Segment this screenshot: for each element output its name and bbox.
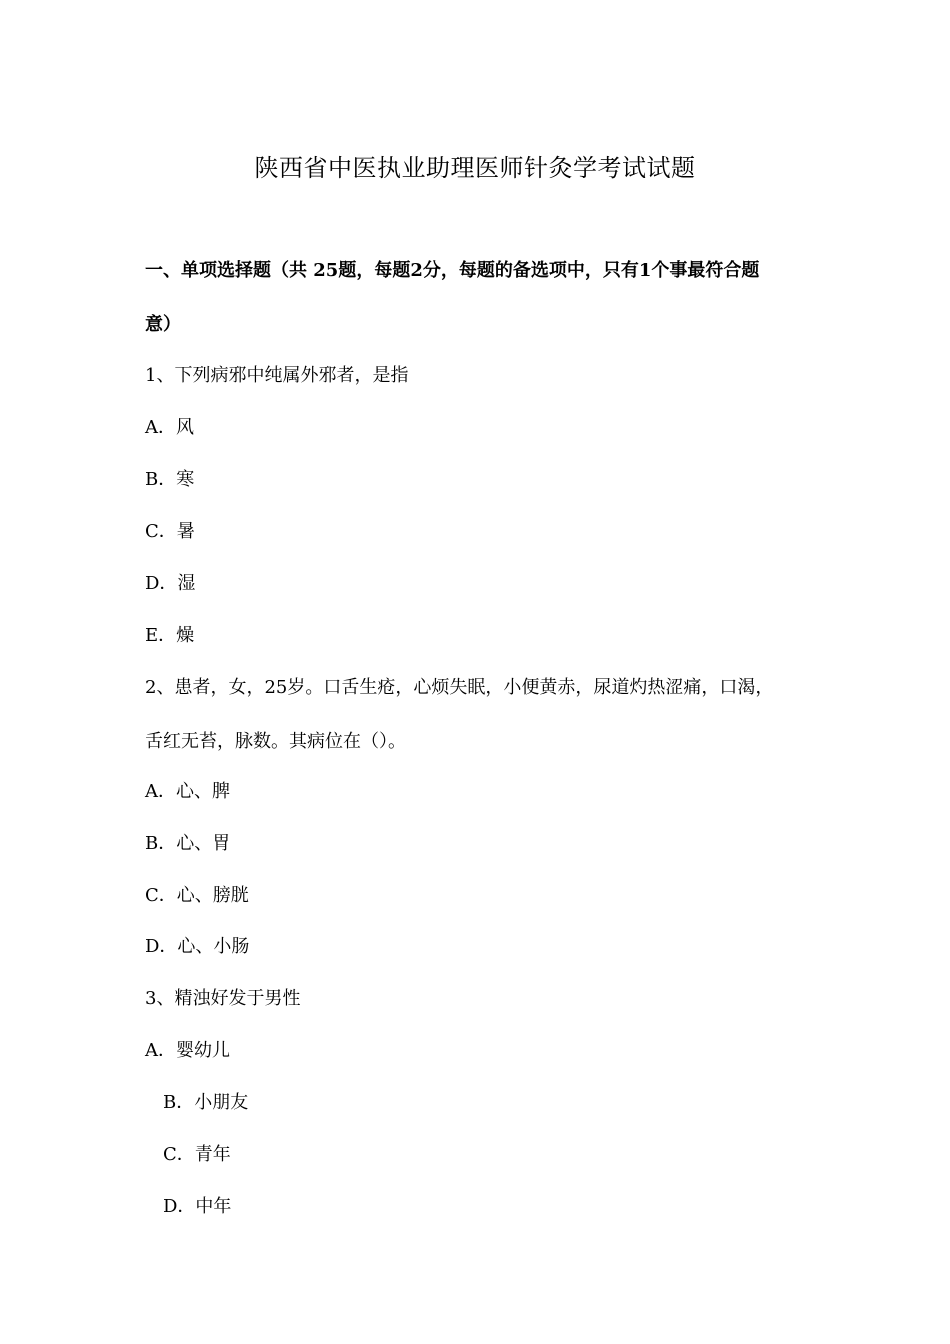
question-1-option-e: E．燥 [145, 625, 195, 646]
question-2-stem: 2、患者，女，25岁。口舌生疮，心烦失眠，小便黄赤，尿道灼热涩痛，口渴， [145, 677, 774, 698]
question-2-option-c: C．心、膀胱 [145, 885, 249, 906]
question-1-option-d: D．湿 [145, 573, 196, 594]
question-1-option-c: C．暑 [145, 521, 195, 542]
section-heading: 一、单项选择题（共 25题，每题2分，每题的备选项中，只有1个事最符合题 [145, 260, 760, 281]
question-2-option-b: B．心、胃 [145, 833, 231, 854]
question-1-option-a: A．风 [145, 417, 194, 438]
document-title: 陕西省中医执业助理医师针灸学考试试题 [254, 154, 696, 182]
section-heading-continued: 意） [145, 314, 181, 335]
question-3-option-c: C．青年 [163, 1144, 231, 1165]
question-2-stem-continued: 舌红无苔，脉数。其病位在（）。 [145, 731, 406, 752]
question-1-stem: 1、下列病邪中纯属外邪者，是指 [145, 365, 409, 386]
question-3-option-a: A．婴幼儿 [145, 1040, 230, 1061]
question-3-option-b: B．小朋友 [163, 1092, 249, 1113]
question-3-option-d: D．中年 [163, 1196, 232, 1217]
question-2-option-a: A．心、脾 [145, 781, 230, 802]
question-1-option-b: B．寒 [145, 469, 195, 490]
question-2-option-d: D．心、小肠 [145, 936, 250, 957]
question-3-stem: 3、精浊好发于男性 [145, 988, 301, 1009]
